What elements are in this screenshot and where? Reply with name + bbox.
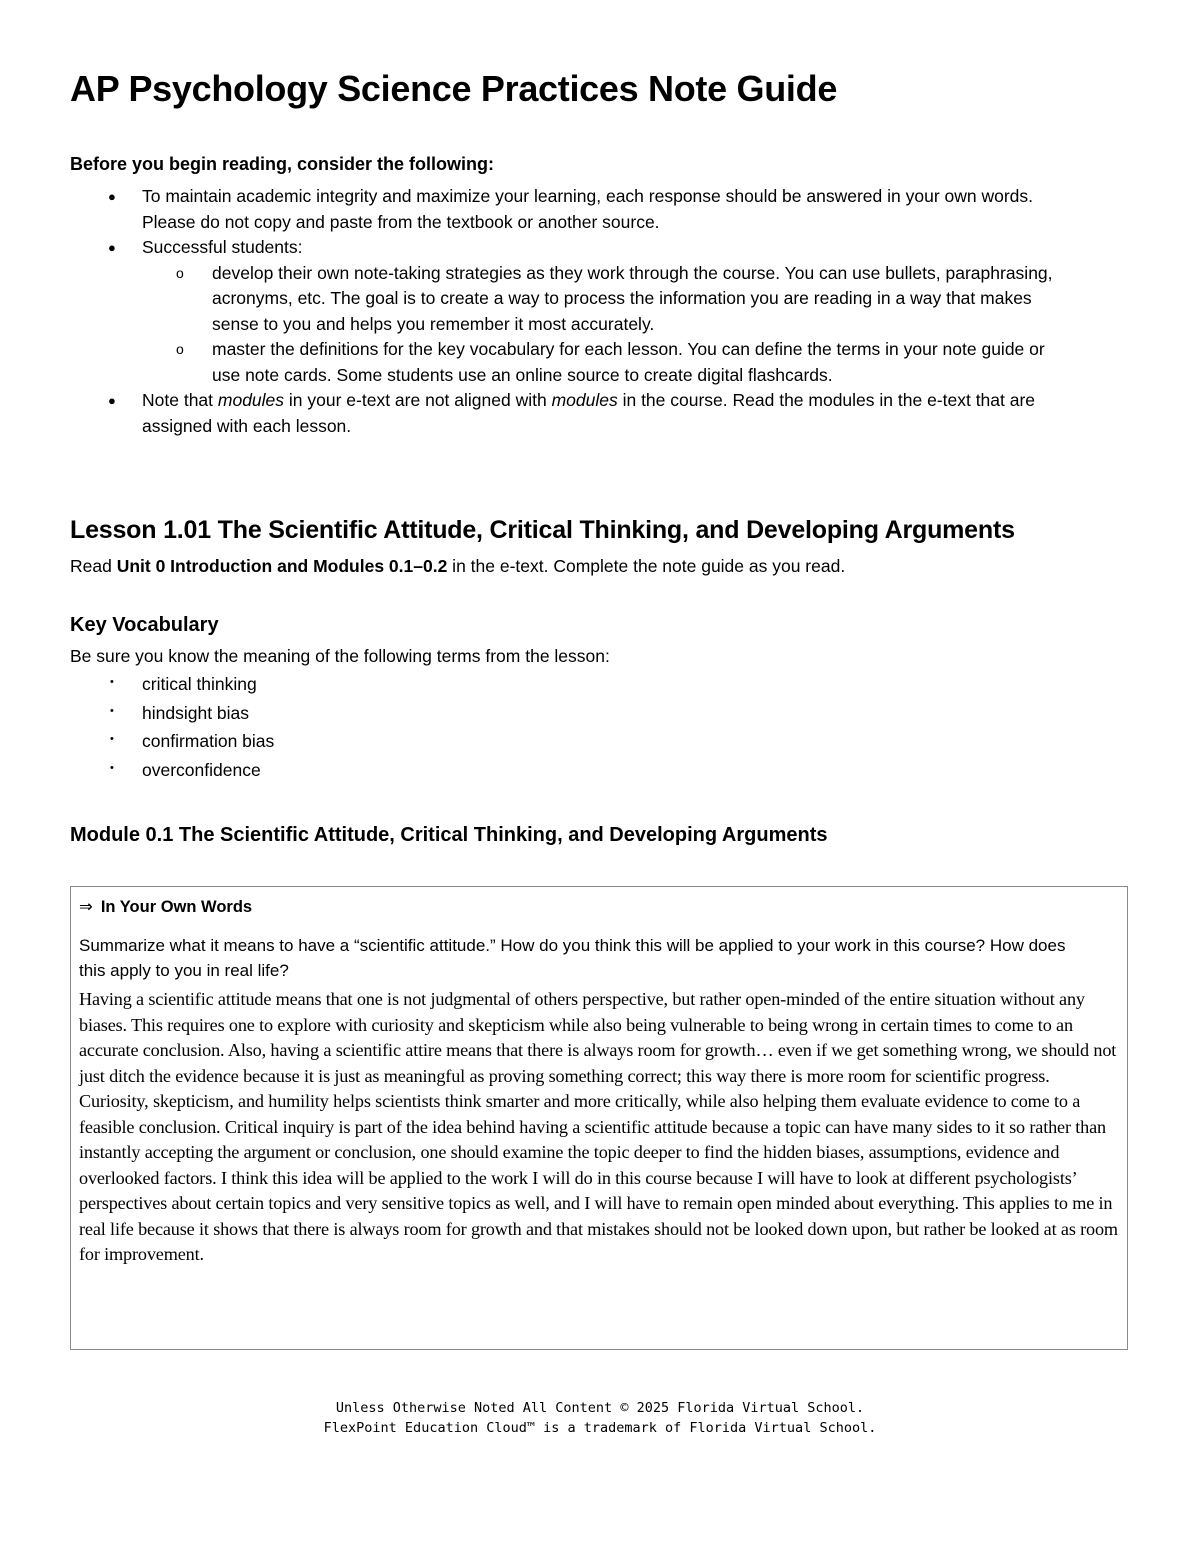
vocab-term-label: critical thinking <box>142 674 257 694</box>
vocab-term <box>70 758 274 787</box>
sub-list-item <box>142 337 1070 388</box>
key-vocabulary-intro: Be sure you know the meaning of the following terms from the lesson: <box>70 646 610 666</box>
bullet-icon: • <box>110 761 114 774</box>
vocab-term <box>70 729 274 758</box>
box-heading <box>79 897 252 917</box>
box-heading-label: In Your Own Words <box>100 898 253 916</box>
vocab-term <box>70 701 274 730</box>
list-item <box>70 184 1070 235</box>
right-arrow-icon: ⇒ <box>79 898 93 916</box>
reading-assignment: Unit 0 Introduction and Modules 0.1–0.2 <box>116 556 448 576</box>
bullet-icon: ● <box>108 189 116 204</box>
vocab-term-label: confirmation bias <box>142 731 275 751</box>
circle-bullet-icon: o <box>176 264 184 281</box>
module-title: Module 0.1 The Scientific Attitude, Critical Thinking, and Developing Arguments <box>70 824 828 846</box>
sub-bullet-text: master the definitions for the key vocabulary for each lesson. You can define the terms in your note guide or use note cards. Some students use an online source to create digital flashcards. <box>212 339 1045 385</box>
intro-heading: Before you begin reading, consider the following: <box>70 154 495 174</box>
box-prompt: Summarize what it means to have a “scientific attitude.” How do you think this will be applied to your work in this course? How does this apply to you in real life? <box>79 936 1066 980</box>
sub-list <box>142 261 1070 389</box>
sub-list-item <box>142 261 1070 338</box>
bullet-icon: ● <box>108 393 116 408</box>
text-part: in the e-text. Complete the note guide as you read. <box>447 556 846 576</box>
vocab-term-label: hindsight bias <box>142 702 250 723</box>
reading-instructions <box>70 556 845 577</box>
student-answer[interactable]: Having a scientific attitude means that one is not judgmental of others perspective, but rather open-minded of the entire situation without any biases. This requires one to explore with curiosity and skepticism while also being vulnerable to being wrong in certain times to come to an accurate conclusion. Also, having a scientific attire means that there is always room for growth… even if we get something wrong, we should not just ditch the evidence because it is just as meaningful as proving something correct; this way there is more room for scientific progress. Curiosity, skepticism, and humility helps scientists think smarter and more critically, while also helping them evaluate evidence to come to a feasible conclusion. Critical inquiry is part of the idea behind having a scientific attitude because a topic can have many sides to it so rather than instantly accepting the argument or conclusion, one should examine the topic deeper to find the hidden biases, assumptions, evidence and overlooked factors. I think this idea will be applied to the work I will do in this course because I will have to look at different psychologists’ perspectives about certain topics and very sensitive topics as well, and I will have to remain open minded about everything. This applies to me in real life because it shows that there is always room for growth and that mistakes should not be looked down upon, but rather be looked at as room for improvement. <box>79 989 1118 1264</box>
list-item <box>70 235 1070 388</box>
copyright-line: Unless Otherwise Noted All Content © 2025 Florida Virtual School. <box>335 1400 865 1416</box>
text-part: Note that <box>142 390 218 410</box>
emphasis-modules: modules <box>551 390 618 410</box>
emphasis-modules: modules <box>217 390 285 410</box>
intro-list <box>70 184 1070 439</box>
intro-bullet-text: To maintain academic integrity and maximize your learning, each response should be answered in your own words. Please do not copy and paste from the textbook or another source. <box>142 186 1034 232</box>
vocab-term-label: overconfidence <box>142 759 261 780</box>
in-your-own-words-box <box>70 886 1128 1350</box>
intro-bullet-text <box>142 390 1035 436</box>
page-footer <box>0 1398 1200 1438</box>
text-part: in your e-text are not aligned with <box>284 390 552 410</box>
bullet-icon: ● <box>108 240 116 255</box>
circle-bullet-icon: o <box>176 341 184 357</box>
list-item <box>70 388 1070 439</box>
vocabulary-list <box>70 672 274 786</box>
intro-bullet-text: Successful students: <box>142 237 303 257</box>
key-vocabulary-heading: Key Vocabulary <box>70 614 219 636</box>
bullet-icon: • <box>110 704 114 717</box>
vocab-term <box>70 672 274 701</box>
bullet-icon: • <box>110 676 114 688</box>
trademark-line: FlexPoint Education Cloud™ is a trademark of Florida Virtual School. <box>323 1420 877 1436</box>
sub-bullet-text: develop their own note-taking strategies as they work through the course. You can use bullets, paraphrasing, acronyms, etc. The goal is to create a way to process the information you are reading in a way that makes sense to you and helps you remember it most accurately. <box>212 262 1053 334</box>
text-part: in the course. Read the modules in the e-text that are assigned with each lesson. <box>142 390 1036 436</box>
bullet-icon: • <box>110 733 114 745</box>
page-title: AP Psychology Science Practices Note Guide <box>70 68 838 109</box>
text-part: Read <box>70 556 117 576</box>
lesson-title: Lesson 1.01 The Scientific Attitude, Critical Thinking, and Developing Arguments <box>70 516 1015 544</box>
